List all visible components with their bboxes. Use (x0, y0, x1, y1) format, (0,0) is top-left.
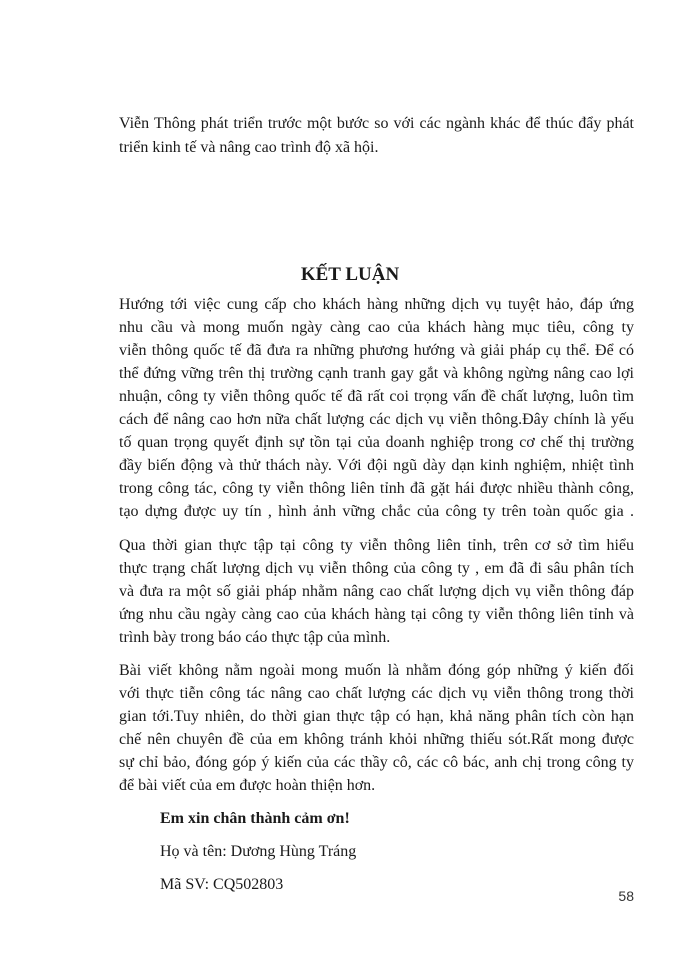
text-line: Bài viết không nằm ngoài mong muốn là nhằm đóng góp những ý kiến đối (119, 662, 634, 679)
text-line: tạo dựng được uy tín , hình ảnh vững chắc của công ty trên toàn quốc gia . (119, 503, 634, 520)
text-line: trong công tác, công ty viễn thông liên tỉnh đã gặt hái được nhiều thành công, (119, 480, 634, 497)
text-line: thể đứng vững trên thị trường cạnh tranh gay gắt và không ngừng nâng cao lợi (119, 365, 634, 382)
text-line: nhu cầu và mong muốn ngày càng cao của khách hàng mục tiêu, công ty (119, 319, 634, 336)
text-line: trình bày trong báo cáo thực tập của mình. (119, 629, 391, 646)
text-line: và đưa ra một số giải pháp nhằm nâng cao chất lượng dịch vụ viễn thông đáp (119, 583, 634, 600)
text-line: thực trạng chất lượng dịch vụ viễn thông của công ty , em đã đi sâu phân tích (119, 560, 634, 577)
text-line: triển kinh tế và nâng cao trình độ xã hội. (119, 139, 379, 156)
text-line: nhuận, công ty viễn thông quốc tế đã rất coi trọng vấn đề chất lượng, luôn tìm (119, 388, 634, 405)
text-line: tố quan trọng quyết định sự tồn tại của doanh nghiệp trong cơ chế thị trường (119, 434, 634, 451)
signature-student-id: Mã SV: CQ502803 (160, 876, 284, 893)
text-line: sự chỉ bảo, đóng góp ý kiến của các thầy cô, các cô bác, anh chị trong công ty (119, 754, 634, 771)
text-line: Qua thời gian thực tập tại công ty viễn thông liên tỉnh, trên cơ sở tìm hiểu (119, 537, 634, 554)
text-line: viễn thông quốc tế đã đưa ra những phương hướng và giải pháp cụ thể. Để có (119, 342, 634, 359)
text-line: để bài viết của em được hoàn thiện hơn. (119, 777, 376, 794)
text-line: Viễn Thông phát triển trước một bước so với các ngành khác để thúc đẩy phát (119, 115, 634, 132)
signature-thanks: Em xin chân thành cảm ơn! (160, 810, 350, 827)
signature-name: Họ và tên: Dương Hùng Tráng (160, 843, 357, 860)
text-line: cách để nâng cao hơn nữa chất lượng các dịch vụ viễn thông.Đây chính là yếu (119, 411, 634, 428)
text-line: chế nên chuyên đề của em không tránh khỏi những thiếu sót.Rất mong được (119, 731, 634, 748)
text-line: với thực tiễn công tác nâng cao chất lượng các dịch vụ viễn thông trong thời (119, 685, 634, 702)
page-number: 58 (618, 888, 634, 904)
text-line: gian tới.Tuy nhiên, do thời gian thực tập có hạn, khả năng phân tích còn hạn (119, 708, 634, 725)
text-line: Hướng tới việc cung cấp cho khách hàng những dịch vụ tuyệt hảo, đáp ứng (119, 296, 634, 313)
section-title: KẾT LUẬN (300, 264, 400, 285)
text-line: ứng nhu cầu ngày càng cao của khách hàng tại công ty viễn thông liên tỉnh và (119, 606, 634, 623)
text-line: đầy biến động và thử thách này. Với đội ngũ dày dạn kinh nghiệm, nhiệt tình (119, 457, 634, 474)
